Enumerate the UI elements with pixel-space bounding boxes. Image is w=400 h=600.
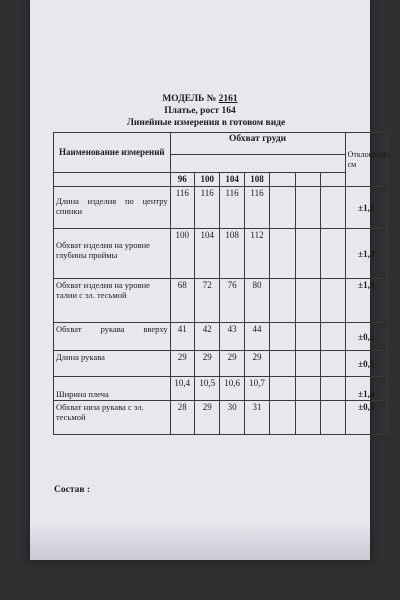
empty-cell [270,351,295,377]
row-label: Длина рукава [54,351,171,377]
empty-cell [295,229,320,279]
empty-cell [295,279,320,323]
empty-cell [321,229,345,279]
size-row-blank [54,173,171,187]
size-cell: 96 [170,173,194,187]
model-label: МОДЕЛЬ № [162,94,217,104]
size-cell: 104 [220,173,244,187]
value-cell: 72 [194,279,219,323]
document-sheet [30,0,391,560]
measurements-table [53,132,391,435]
value-cell: 10,6 [220,377,244,401]
value-cell: 10,7 [244,377,269,401]
chest-spacer-cell [170,155,345,173]
model-title [30,94,370,104]
empty-cell [321,279,345,323]
value-cell: 68 [170,279,194,323]
chest-header: Обхват груди [170,133,345,155]
value-cell: 43 [220,323,244,351]
value-cell: 29 [194,351,219,377]
table-row [54,229,388,279]
value-cell: 29 [244,351,269,377]
row-label: Обхват изделия на уровне талии с эл. тесьмой [54,279,171,323]
empty-cell [321,401,345,435]
value-cell: 116 [220,187,244,229]
deviation-cell: ±1,0 [345,187,387,229]
model-number: 2161 [218,94,238,104]
value-cell: 100 [170,229,194,279]
empty-cell [270,187,295,229]
value-cell: 29 [220,351,244,377]
empty-cell [321,323,345,351]
empty-cell [270,323,295,351]
value-cell: 104 [194,229,219,279]
row-label: Обхват изделия на уровне глубины проймы [54,229,171,279]
empty-cell [321,351,345,377]
empty-cell [321,187,345,229]
table-row [54,323,388,351]
value-cell: 30 [220,401,244,435]
row-label: Ширина плеча [54,377,171,401]
document-heading: Линейные измерения в готовом виде [126,118,286,128]
value-cell: 116 [194,187,219,229]
value-cell: 108 [220,229,244,279]
value-cell: 80 [244,279,269,323]
table-row [54,279,388,323]
value-cell: 112 [244,229,269,279]
name-column-header: Наименование измерений [54,133,171,173]
table-row [54,351,388,377]
value-cell: 76 [220,279,244,323]
paper-shadow [30,520,370,560]
size-row [54,173,388,187]
value-cell: 10,4 [170,377,194,401]
deviation-cell: ±1,0 [345,229,387,279]
size-cell: 100 [194,173,219,187]
empty-cell [270,279,295,323]
table-row [54,401,388,435]
value-cell: 116 [170,187,194,229]
empty-cell [295,401,320,435]
value-cell: 10,5 [194,377,219,401]
empty-cell [270,229,295,279]
size-cell [270,173,295,187]
row-label: Длина изделия по центру спинки [54,187,171,229]
row-label: Обхват рукава вверху [54,323,171,351]
empty-cell [295,377,320,401]
empty-cell [295,187,320,229]
size-cell [321,173,345,187]
composition-label: Состав : [54,485,91,495]
value-cell: 41 [170,323,194,351]
value-cell: 29 [194,401,219,435]
value-cell: 44 [244,323,269,351]
deviation-header: Отклонение, см [345,133,387,187]
deviation-cell: ±0,5 [345,401,387,435]
deviation-cell: ±1,0 [345,279,387,323]
empty-cell [321,377,345,401]
size-cell [295,173,320,187]
table-row [54,187,388,229]
document-subtitle: Платье, рост 164 [164,106,236,116]
table-header-row [54,133,388,155]
table-row [54,377,388,401]
empty-cell [295,351,320,377]
empty-cell [270,401,295,435]
empty-cell [295,323,320,351]
value-cell: 31 [244,401,269,435]
deviation-cell: ±1,0 [345,377,387,401]
value-cell: 28 [170,401,194,435]
deviation-cell: ±0,5 [345,323,387,351]
value-cell: 29 [170,351,194,377]
empty-cell [270,377,295,401]
value-cell: 116 [244,187,269,229]
size-cell: 108 [244,173,269,187]
value-cell: 42 [194,323,219,351]
deviation-cell: ±0,5 [345,351,387,377]
row-label: Обхват низа рукава с эл. тесьмой [54,401,171,435]
